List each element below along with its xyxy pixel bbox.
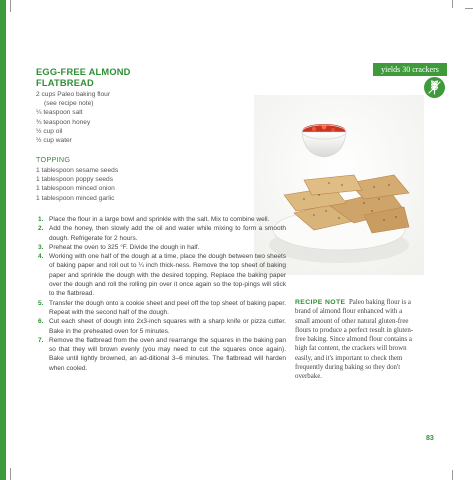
wheat-free-icon bbox=[424, 77, 445, 98]
ingredient-item: 2 cups Paleo baking flour bbox=[36, 91, 111, 98]
crop-mark bbox=[452, 470, 453, 480]
topping-list bbox=[36, 166, 118, 203]
green-edge-bar bbox=[0, 0, 6, 480]
step-text: Add the honey, then slowly add the oil and water while mixing to form a smooth dough. Refrigerate for 2 hours. bbox=[49, 225, 286, 242]
method-step bbox=[36, 252, 286, 298]
step-text: Preheat the oven to 325 °F. Divide the dough in half. bbox=[49, 243, 200, 251]
ingredient-list bbox=[36, 90, 110, 145]
yields-banner: yields 30 crackers bbox=[373, 63, 447, 76]
topping-item: 1 tablespoon sesame seeds bbox=[36, 167, 119, 174]
method-step bbox=[36, 317, 286, 336]
method-step bbox=[36, 299, 286, 318]
ingredient-item: ½ cup water bbox=[36, 137, 72, 145]
recipe-note-text: Paleo baking flour is a brand of almond flour enhanced with a small amount of other natural gluten-free flours to produce a perfect result in gluten-free baking. Since almond flour contains a high fat content, the crackers will brown easily, and it's important to check them frequently during baking so they don't overbake. bbox=[295, 299, 414, 381]
recipe-title-line1: EGG-FREE ALMOND bbox=[36, 67, 131, 77]
crop-mark bbox=[10, 0, 11, 12]
step-text: Cut each sheet of dough into 2x3-inch squares with a sharp knife or pizza cutter. Bake in the preheated oven for 5 minutes. bbox=[49, 318, 286, 335]
page-number: 83 bbox=[426, 435, 434, 442]
method-step bbox=[36, 336, 286, 373]
step-number: 6. bbox=[38, 318, 44, 326]
method-step bbox=[36, 224, 286, 243]
topping-item: 1 tablespoon poppy seeds bbox=[36, 176, 113, 184]
recipe-note bbox=[295, 298, 415, 382]
step-text: Working with one half of the dough at a time, place the dough between two sheets of baking paper and roll out to ¼ inch thick-ness. Remove the top sheet of baking paper and sprinkle the dough with the desired topping. Replace the baking paper over the dough and roll the rolling pin over it once again so the top-pings will stick to the flatbread. bbox=[49, 253, 286, 298]
recipe-title-line2: FLATBREAD bbox=[36, 78, 94, 88]
ingredient-item: (see recipe note) bbox=[44, 100, 94, 108]
ingredient-item: ½ cup oil bbox=[36, 127, 63, 135]
step-number: 1. bbox=[38, 216, 44, 223]
step-text: Remove the flatbread from the oven and rearrange the squares in the baking pan so that they will brown evenly (you may need to cut the squares once again). Bake until lightly browned, an ad-ditional 3–6 minutes. The flatbread will harden when cooled. bbox=[49, 336, 286, 372]
step-text: Transfer the dough onto a cookie sheet and peel off the top sheet of baking paper. Repeat with the second half of the dough. bbox=[49, 299, 286, 316]
crop-mark bbox=[452, 0, 453, 8]
step-number: 3. bbox=[38, 243, 44, 251]
recipe-note-heading: RECIPE NOTE bbox=[295, 299, 346, 306]
method-step bbox=[36, 243, 286, 252]
step-text: Place the flour in a large bowl and sprinkle with the salt. Mix to combine well. bbox=[49, 216, 270, 223]
method-step bbox=[36, 215, 286, 224]
crop-mark bbox=[465, 8, 473, 9]
recipe-title bbox=[36, 67, 236, 89]
step-number: 7. bbox=[38, 336, 44, 344]
topping-item: 1 tablespoon minced garlic bbox=[36, 194, 115, 202]
ingredient-item: ¾ teaspoon honey bbox=[36, 118, 91, 126]
step-number: 4. bbox=[38, 253, 44, 261]
crop-mark bbox=[10, 468, 11, 480]
ingredient-item: ¼ teaspoon salt bbox=[36, 109, 83, 117]
topping-heading: TOPPING bbox=[36, 155, 71, 164]
topping-item: 1 tablespoon minced onion bbox=[36, 185, 115, 193]
step-number: 5. bbox=[38, 299, 44, 307]
method-steps bbox=[36, 215, 286, 373]
step-number: 2. bbox=[38, 225, 44, 233]
